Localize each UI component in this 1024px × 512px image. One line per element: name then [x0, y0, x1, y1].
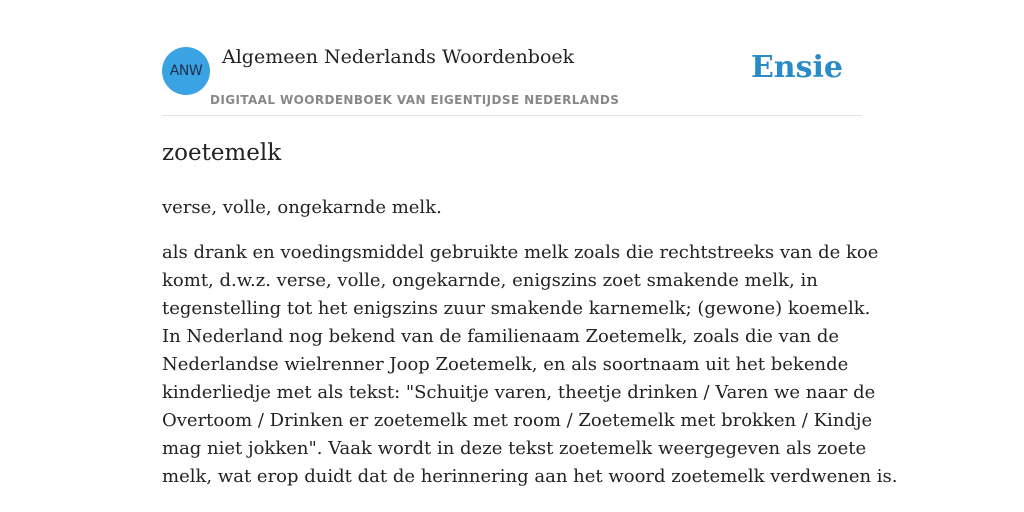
long-definition-line: als drank en voedingsmiddel gebruikte melk zoals die rechtstreeks van de koe	[162, 242, 879, 263]
long-definition-line: melk, wat erop duidt dat de herinnering aan het woord zoetemelk verdwenen is.	[162, 466, 898, 487]
entry-headword: zoetemelk	[162, 140, 282, 166]
short-definition: verse, volle, ongekarnde melk.	[162, 197, 442, 218]
dictionary-title[interactable]: Algemeen Nederlands Woordenboek	[222, 46, 575, 68]
header-divider	[162, 115, 862, 116]
long-definition-line: kinderliedje met als tekst: "Schuitje varen, theetje drinken / Varen we naar de	[162, 382, 876, 403]
anw-logo[interactable]	[162, 47, 210, 95]
long-definition-line: mag niet jokken". Vaak wordt in deze tekst zoetemelk weergegeven als zoete	[162, 438, 867, 459]
long-definition-line: komt, d.w.z. verse, volle, ongekarnde, enigszins zoet smakende melk, in	[162, 270, 818, 291]
long-definition-line: tegenstelling tot het enigszins zuur smakende karnemelk; (gewone) koemelk.	[162, 298, 871, 319]
ensie-brand-link[interactable]: Ensie	[750, 50, 843, 85]
anw-logo-text: ANW	[169, 63, 203, 79]
long-definition	[162, 239, 898, 491]
long-definition-line: In Nederland nog bekend van de familienaam Zoetemelk, zoals die van de	[162, 326, 840, 347]
dictionary-subtitle: DIGITAAL WOORDENBOEK VAN EIGENTIJDSE NEDERLANDS	[210, 93, 620, 107]
long-definition-line: Overtoom / Drinken er zoetemelk met room / Zoetemelk met brokken / Kindje	[162, 410, 873, 431]
long-definition-line: Nederlandse wielrenner Joop Zoetemelk, en als soortnaam uit het bekende	[162, 354, 849, 375]
